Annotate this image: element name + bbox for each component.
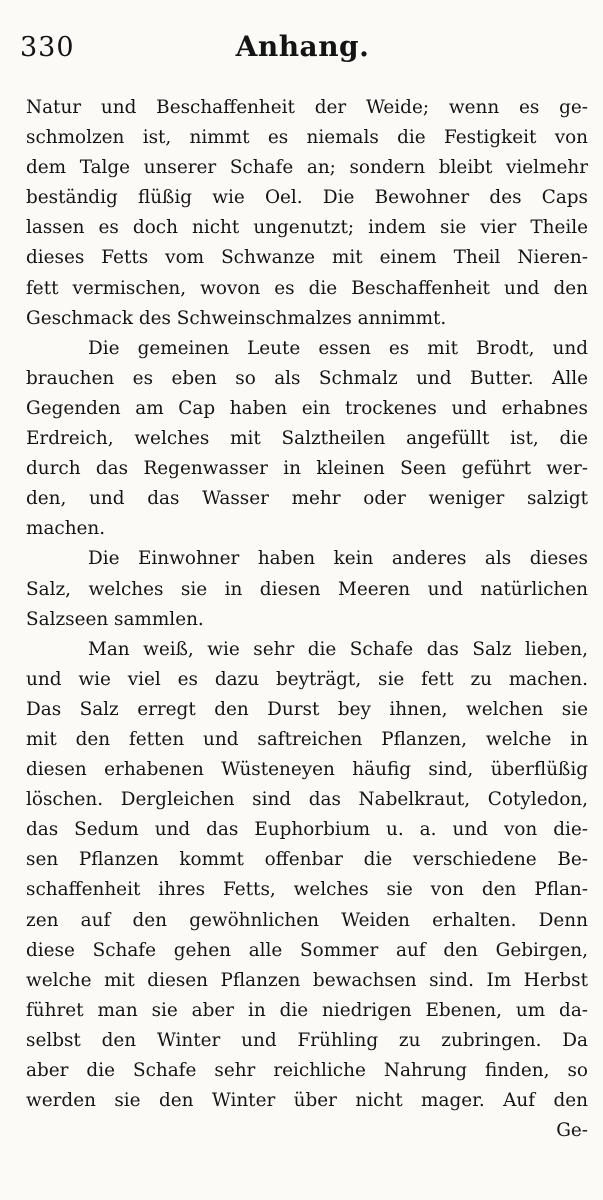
- text-line: den, und das Wasser mehr oder weniger salzigt: [26, 488, 588, 510]
- body-text: [26, 93, 588, 1146]
- text-line: und wie viel es dazu beyträgt, sie fett zu machen.: [26, 668, 588, 690]
- text-line: fett vermischen, wovon es die Beschaffenheit und den: [26, 277, 588, 299]
- page-number: 330: [20, 32, 75, 63]
- paragraph-first-line: Die gemeinen Leute essen es mit Brodt, und: [88, 337, 588, 359]
- text-line: zen auf den gewöhnlichen Weiden erhalten. Denn: [26, 909, 588, 931]
- text-line: durch das Regenwasser in kleinen Seen geführt wer-: [26, 458, 588, 480]
- text-line: Salzseen sammlen.: [26, 608, 204, 630]
- text-line: dem Talge unserer Schafe an; sondern bleibt vielmehr: [26, 157, 588, 179]
- text-line: Das Salz erregt den Durst bey ihnen, welchen sie: [26, 698, 588, 720]
- text-line: sen Pflanzen kommt offenbar die verschiedene Be-: [26, 849, 588, 871]
- text-line: aber die Schafe sehr reichliche Nahrung finden, so: [26, 1060, 588, 1081]
- text-line: führet man sie aber in die niedrigen Ebenen, um da-: [26, 999, 588, 1021]
- text-line: schaffenheit ihres Fetts, welches sie von den Pflan-: [26, 879, 588, 901]
- page-header: [20, 30, 585, 70]
- catchword: Ge-: [556, 1120, 588, 1142]
- text-line: Erdreich, welches mit Salztheilen angefüllt ist, die: [26, 428, 588, 450]
- text-line: Salz, welches sie in diesen Meeren und natürlichen: [26, 578, 588, 600]
- text-line: beständig flüßig wie Oel. Die Bewohner des Caps: [26, 187, 588, 209]
- text-line: mit den fetten und saftreichen Pflanzen, welche in: [26, 728, 588, 750]
- text-line: lassen es doch nicht ungenutzt; indem sie vier Theile: [26, 217, 588, 239]
- text-line: Geschmack des Schweinschmalzes annimmt.: [26, 307, 447, 329]
- text-line: welche mit diesen Pflanzen bewachsen sind. Im Herbst: [26, 969, 588, 991]
- text-line: werden sie den Winter über nicht mager. Auf den: [26, 1090, 588, 1112]
- text-line: schmolzen ist, nimmt es niemals die Festigkeit von: [26, 127, 588, 149]
- text-line: dieses Fetts vom Schwanze mit einem Theil Nieren-: [26, 247, 588, 269]
- text-line: brauchen es eben so als Schmalz und Butter. Alle: [26, 367, 588, 389]
- text-line: löschen. Dergleichen sind das Nabelkraut, Cotyledon,: [26, 789, 588, 811]
- running-title: Anhang.: [235, 30, 370, 63]
- text-line: diesen erhabenen Wüsteneyen häufig sind, überflüßig: [26, 759, 588, 781]
- paragraph-first-line: Die Einwohner haben kein anderes als dieses: [88, 548, 588, 570]
- text-line: Natur und Beschaffenheit der Weide; wenn es ge-: [26, 97, 588, 118]
- paragraph-first-line: Man weiß, wie sehr die Schafe das Salz lieben,: [88, 638, 588, 660]
- text-line: machen.: [26, 518, 106, 540]
- text-line: diese Schafe gehen alle Sommer auf den Gebirgen,: [26, 939, 588, 961]
- text-line: das Sedum und das Euphorbium u. a. und von die-: [26, 819, 588, 841]
- text-line: Gegenden am Cap haben ein trockenes und erhabnes: [26, 397, 588, 419]
- text-line: selbst den Winter und Frühling zu zubringen. Da: [26, 1029, 588, 1051]
